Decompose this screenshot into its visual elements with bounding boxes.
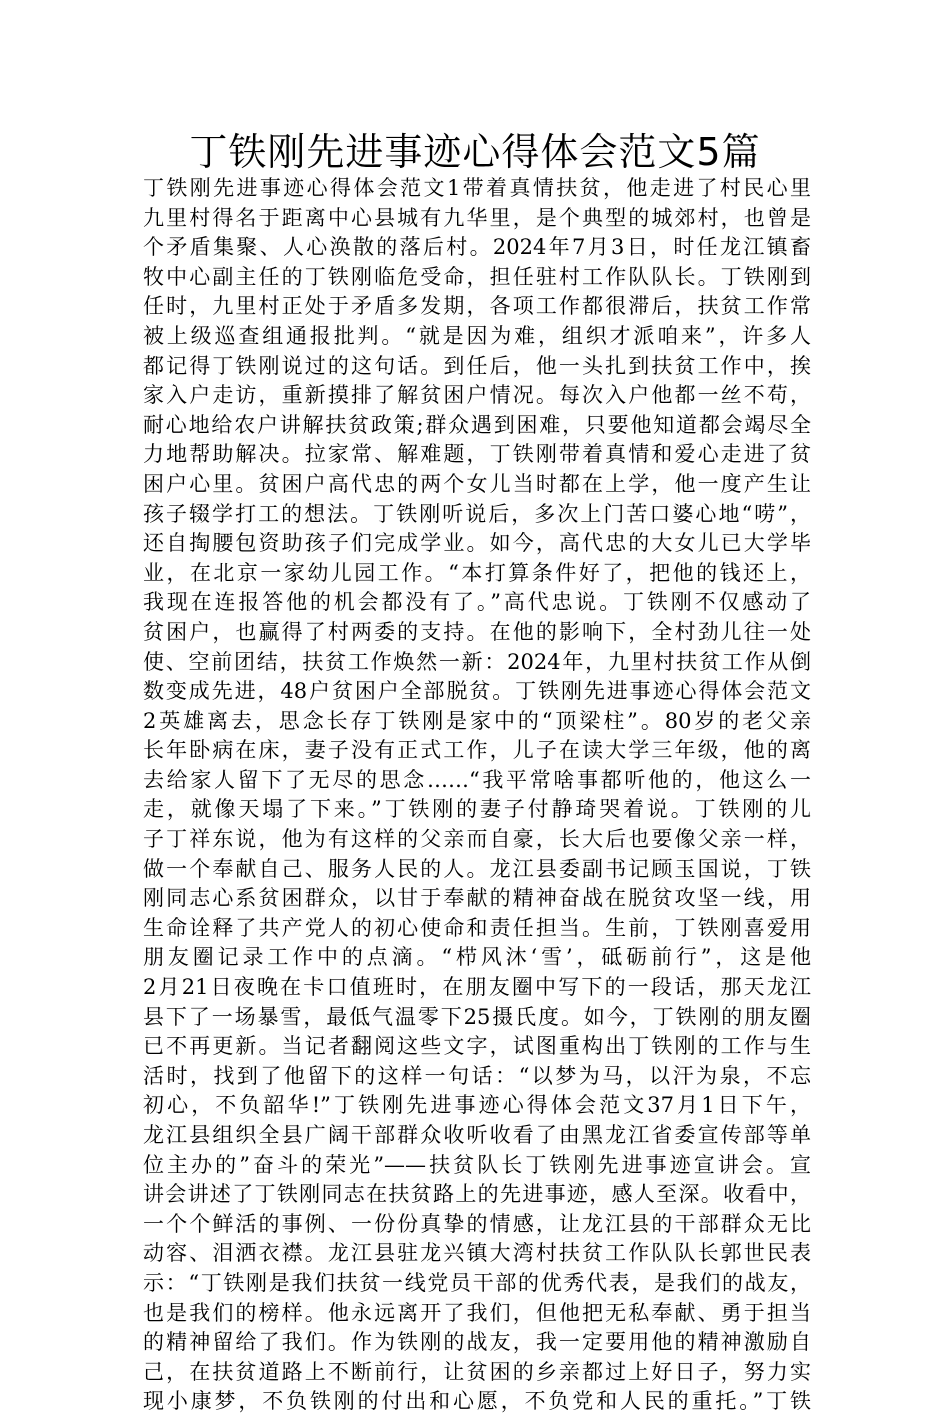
body-text-line: 的精神留给了我们。作为铁刚的战友，我一定要用他的精神激励自 <box>143 1330 811 1355</box>
body-text-line: 任时，九里村正处于矛盾多发期，各项工作都很滞后，扶贫工作常 <box>143 294 811 319</box>
body-text-line: 业，在北京一家幼儿园工作。“本打算条件好了，把他的钱还上， <box>143 560 811 585</box>
body-text-line: 家入户走访，重新摸排了解贫困户情况。每次入户他都一丝不苟， <box>143 383 811 408</box>
body-text-line: 朋友圈记录工作中的点滴。“栉风沐‘雪’，砥砺前行”，这是他 <box>143 945 811 970</box>
body-text-line: 被上级巡查组通报批判。“就是因为难，组织才派咱来”，许多人 <box>143 323 811 348</box>
body-text-line: 位主办的”奋斗的荣光”——扶贫队长丁铁刚先进事迹宣讲会。宣 <box>143 1152 811 1177</box>
body-text-line: 初心，不负韶华!”丁铁刚先进事迹心得体会范文37月1日下午， <box>143 1093 811 1118</box>
body-text-line: 丁铁刚先进事迹心得体会范文1带着真情扶贫，他走进了村民心里 <box>143 176 811 200</box>
body-text-line: 九里村得名于距离中心县城有九华里，是个典型的城郊村，也曾是 <box>143 205 811 230</box>
body-text-line: 活时，找到了他留下的这样一句话：“以梦为马，以汗为泉，不忘 <box>143 1063 811 1088</box>
body-text-line: 耐心地给农户讲解扶贫政策;群众遇到困难，只要他知道都会竭尽全 <box>143 412 811 437</box>
body-text-line: 去给家人留下了无尽的思念……“我平常啥事都听他的，他这么一 <box>143 767 811 792</box>
body-text-line: 龙江县组织全县广阔干部群众收听收看了由黑龙江省委宣传部等单 <box>143 1123 811 1147</box>
body-text-line: 己，在扶贫道路上不断前行，让贫困的乡亲都过上好日子，努力实 <box>143 1359 811 1384</box>
body-text-line: 县下了一场暴雪，最低气温零下25摄氏度。如今，丁铁刚的朋友圈 <box>143 1004 811 1029</box>
body-text-line: 现小康梦，不负铁刚的付出和心愿，不负党和人民的重托。”丁铁 <box>143 1389 811 1414</box>
body-text-line: 长年卧病在床，妻子没有正式工作，儿子在读大学三年级，他的离 <box>143 738 811 763</box>
body-text-line: 也是我们的榜样。他永远离开了我们，但他把无私奉献、勇于担当 <box>143 1300 811 1325</box>
body-text-line: 生命诠释了共产党人的初心使命和责任担当。生前，丁铁刚喜爱用 <box>143 915 811 940</box>
body-text-line: 2月21日夜晚在卡口值班时，在朋友圈中写下的一段话，那天龙江 <box>143 975 811 1000</box>
body-text-line: 我现在连报答他的机会都没有了。”高代忠说。丁铁刚不仅感动了 <box>143 590 811 615</box>
body-text-line: 刚同志心系贫困群众，以甘于奉献的精神奋战在脱贫攻坚一线，用 <box>143 886 811 911</box>
body-text-line: 贫困户，也赢得了村两委的支持。在他的影响下，全村劲儿往一处 <box>143 619 811 644</box>
body-text-line: 示：“丁铁刚是我们扶贫一线党员干部的优秀代表，是我们的战友， <box>143 1270 811 1295</box>
body-text-line: 孩子辍学打工的想法。丁铁刚听说后，多次上门苦口婆心地“唠”， <box>143 501 811 526</box>
document-title: 丁铁刚先进事迹心得体会范文5篇 <box>189 130 761 174</box>
body-text-line: 还自掏腰包资助孩子们完成学业。如今，高代忠的大女儿已大学毕 <box>143 531 811 556</box>
body-text-line: 都记得丁铁刚说过的这句话。到任后，他一头扎到扶贫工作中，挨 <box>143 353 811 378</box>
body-text-line: 使、空前团结，扶贫工作焕然一新：2024年，九里村扶贫工作从倒 <box>143 649 811 674</box>
body-text-line: 2英雄离去，思念长存丁铁刚是家中的“顶梁柱”。80岁的老父亲 <box>143 708 811 733</box>
body-text-line: 个矛盾集聚、人心涣散的落后村。2024年7月3日，时任龙江镇畜 <box>143 235 811 260</box>
body-text-line: 困户心里。贫困户高代忠的两个女儿当时都在上学，他一度产生让 <box>143 471 811 496</box>
body-text-line: 一个个鲜活的事例、一份份真挚的情感，让龙江县的干部群众无比 <box>143 1211 811 1236</box>
body-text-line: 子丁祥东说，他为有这样的父亲而自豪，长大后也要像父亲一样， <box>143 827 811 852</box>
body-text-line: 做一个奉献自己、服务人民的人。龙江县委副书记顾玉国说，丁铁 <box>143 856 811 881</box>
body-text-line: 已不再更新。当记者翻阅这些文字，试图重构出丁铁刚的工作与生 <box>143 1034 811 1059</box>
body-text-line: 力地帮助解决。拉家常、解难题，丁铁刚带着真情和爱心走进了贫 <box>143 442 811 467</box>
body-text-line: 动容、泪洒衣襟。龙江县驻龙兴镇大湾村扶贫工作队队长郭世民表 <box>143 1241 811 1266</box>
body-text-line: 走，就像天塌了下来。”丁铁刚的妻子付静琦哭着说。丁铁刚的儿 <box>143 797 811 822</box>
body-text-line: 牧中心副主任的丁铁刚临危受命，担任驻村工作队队长。丁铁刚到 <box>143 264 811 289</box>
body-text-line: 数变成先进，48户贫困户全部脱贫。丁铁刚先进事迹心得体会范文 <box>143 679 811 704</box>
document-body <box>143 174 811 1417</box>
body-text-line: 讲会讲述了丁铁刚同志在扶贫路上的先进事迹，感人至深。收看中， <box>143 1182 811 1207</box>
